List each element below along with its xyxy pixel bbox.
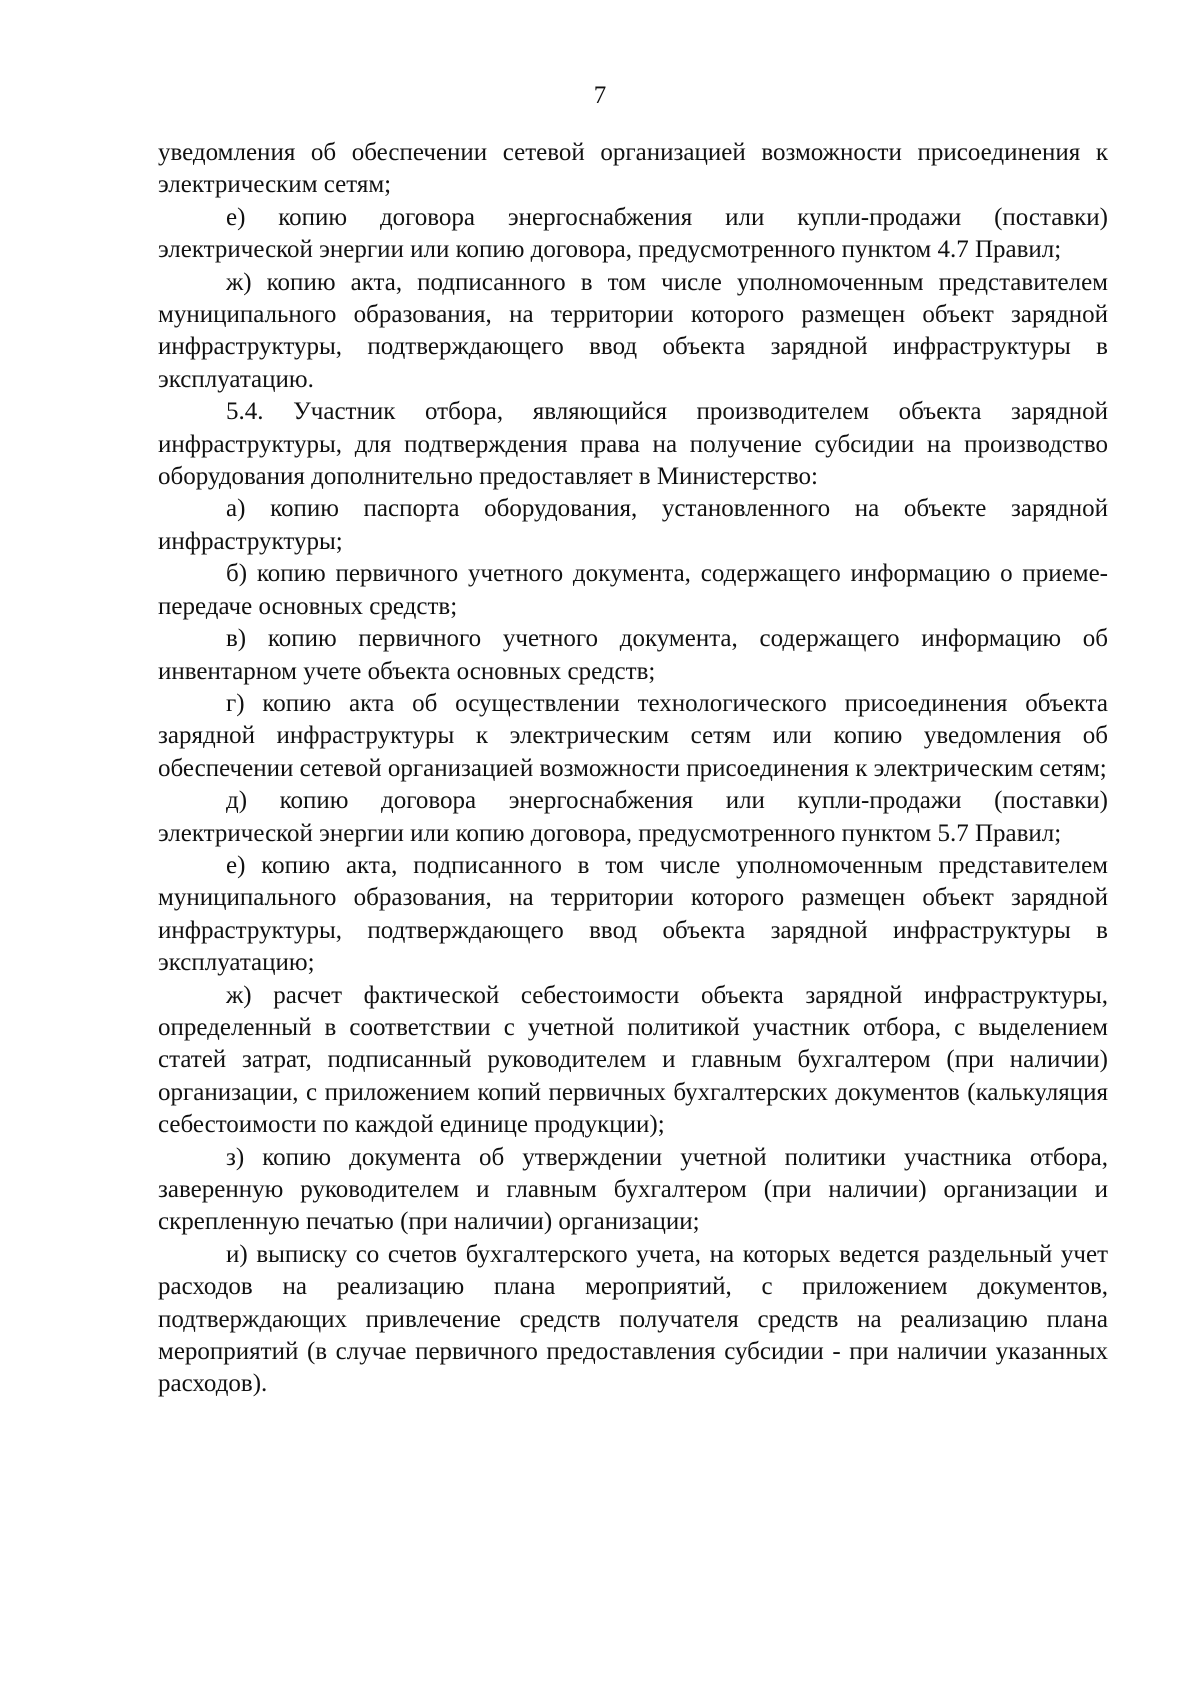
paragraph-continuation: уведомления об обеспечении сетевой организацией возможности присоединения к электрическим сетям;: [158, 139, 1108, 199]
paragraph-clause-5-4: 5.4. Участник отбора, являющийся производителем объекта зарядной инфраструктуры, для подтверждения права на получение субсидии на производство оборудования дополнительно предоставляет в Министерство:: [158, 398, 1108, 491]
paragraph-item-e-2: е) копию акта, подписанного в том числе уполномоченным представителем муниципального образования, на территории которого размещен объект зарядной инфраструктуры, подтверждающего ввод объекта зарядной инфраструктуры в эксплуатацию;: [158, 851, 1108, 977]
paragraph-item-i: и) выписку со счетов бухгалтерского учета, на которых ведется раздельный учет расходов на реализацию плана мероприятий, с приложением документов, подтверждающих привлечение средств получателя средств на реализацию плана мероприятий (в случае первичного предоставления субсидии - при наличии указанных расходов).: [158, 1240, 1108, 1398]
paragraph-item-z: з) копию документа об утверждении учетной политики участника отбора, заверенную руководителем и главным бухгалтером (при наличии) организации и скрепленную печатью (при наличии) организации;: [158, 1143, 1108, 1236]
paragraph-item-d: д) копию договора энергоснабжения или купли-продажи (поставки) электрической энергии или копию договора, предусмотренного пунктом 5.7 Правил;: [158, 787, 1108, 847]
paragraph-item-zh: ж) копию акта, подписанного в том числе уполномоченным представителем муниципального образования, на территории которого размещен объект зарядной инфраструктуры, подтверждающего ввод объекта зарядной инфраструктуры в эксплуатацию.: [158, 268, 1108, 393]
paragraph-item-zh-2: ж) расчет фактической себестоимости объекта зарядной инфраструктуры, определенный в соответствии с учетной политикой участник отбора, с выделением статей затрат, подписанный руководителем и главным бухгалтером (при наличии) организации, с приложением копий первичных бухгалтерских документов (калькуляция себестоимости по каждой единице продукции);: [158, 981, 1108, 1139]
page-number: 7: [593, 82, 607, 109]
document-body: [158, 137, 1108, 1401]
paragraph-item-b: б) копию первичного учетного документа, содержащего информацию о приеме-передаче основных средств;: [158, 560, 1108, 620]
paragraph-item-a: а) копию паспорта оборудования, установленного на объекте зарядной инфраструктуры;: [158, 495, 1108, 555]
paragraph-item-g: г) копию акта об осуществлении технологического присоединения объекта зарядной инфраструктуры к электрическим сетям или копию уведомления об обеспечении сетевой организацией возможности присоединения к электрическим сетям;: [158, 689, 1108, 782]
paragraph-item-v: в) копию первичного учетного документа, содержащего информацию об инвентарном учете объекта основных средств;: [158, 625, 1108, 685]
paragraph-item-e: е) копию договора энергоснабжения или купли-продажи (поставки) электрической энергии или копию договора, предусмотренного пунктом 4.7 Правил;: [158, 203, 1108, 264]
